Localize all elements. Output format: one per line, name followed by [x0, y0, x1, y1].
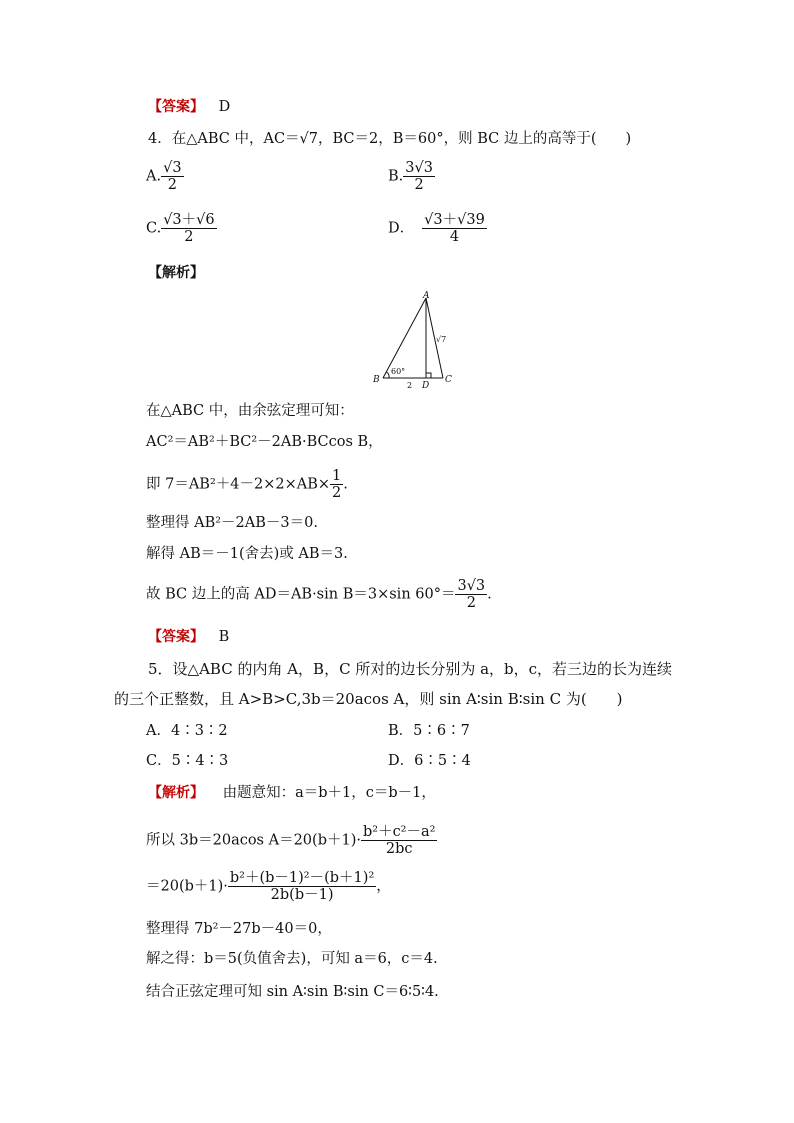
angle-arc [387, 372, 390, 378]
text: . [487, 586, 492, 603]
answer-value: B [218, 629, 230, 645]
fraction [455, 578, 487, 611]
fraction [228, 870, 376, 903]
vertex-d: D [422, 381, 430, 390]
vertex-a: A [423, 291, 430, 301]
denominator: 2 [414, 177, 424, 193]
sol5-line-3: 整理得 7b²－27b－40＝0， [146, 921, 332, 937]
q5-stem-2: 的三个正整数，且 A>B>C,3b＝20acos A，则 sin A∶sin B∶sin C 为( ) [114, 690, 623, 708]
numerator: b²＋(b－1)²－(b＋1)² [229, 870, 375, 886]
q5-option-b: B．5∶6∶7 [388, 723, 470, 739]
denominator: 2bc [385, 841, 413, 857]
text: 所以 3b＝20acos A＝20(b＋1)· [146, 832, 361, 849]
answer-value: D [218, 99, 231, 115]
numerator: 3√3 [405, 160, 433, 176]
answer-tag: 【答案】 [148, 629, 204, 645]
jiexi-line-2 [148, 784, 436, 802]
jiexi-tag: 【解析】 [148, 265, 204, 281]
denominator: 2 [184, 229, 194, 245]
option-label: C. [146, 220, 162, 237]
option-label: D． [388, 220, 415, 237]
sol5-line-4: 解之得：b＝5(负值舍去)，可知 a＝6，c＝4. [146, 951, 438, 967]
numerator: b²＋c²－a² [362, 824, 436, 840]
q5-option-c: C．5∶4∶3 [146, 753, 229, 769]
answer-line-2 [148, 628, 229, 646]
side-ab [383, 298, 426, 378]
right-angle-mark [426, 373, 431, 378]
jiexi-line-1 [148, 264, 204, 282]
q4-option-c [146, 212, 217, 245]
sol4-line-6 [146, 578, 492, 611]
sol4-line-5: 解得 AB＝－1(舍去)或 AB＝3. [146, 546, 348, 562]
vertex-c: C [445, 375, 452, 385]
numerator: √3＋√6 [163, 212, 215, 228]
numerator: √3 [163, 160, 182, 176]
text: . [343, 476, 348, 493]
text: 即 7＝AB²＋4－2×2×AB× [146, 476, 331, 493]
sol4-line-1: 在△ABC 中，由余弦定理可知： [146, 403, 354, 419]
sol5-line-5: 结合正弦定理可知 sin A∶sin B∶sin C＝6∶5∶4. [146, 984, 439, 1000]
numerator: 1 [332, 468, 342, 484]
q5-option-a: A．4∶3∶2 [146, 723, 228, 739]
fraction [361, 824, 438, 857]
jiexi-tag: 【解析】 [148, 785, 204, 801]
fraction [330, 468, 343, 501]
sol4-line-4: 整理得 AB²－2AB－3＝0. [146, 515, 318, 531]
vertex-b: B [373, 375, 380, 385]
numerator: √3＋√39 [424, 212, 485, 228]
option-label: B. [388, 168, 404, 185]
q4-option-b [388, 160, 435, 193]
fraction [161, 212, 216, 245]
q4-stem: 4．在△ABC 中，AC＝√7，BC＝2，B＝60°，则 BC 边上的高等于( ) [148, 131, 632, 147]
text: 故 BC 边上的高 AD＝AB·sin B＝3×sin 60°＝ [146, 586, 456, 603]
denominator: 2b(b－1) [270, 887, 334, 903]
denominator: 2 [167, 177, 177, 193]
base-label: 2 [407, 381, 413, 390]
denominator: 4 [449, 229, 460, 245]
fraction [161, 160, 183, 193]
side-label: √7 [436, 335, 447, 344]
text: ， [376, 878, 391, 895]
q5-option-d: D．6∶5∶4 [388, 753, 471, 769]
numerator: 3√3 [457, 578, 486, 594]
option-label: A. [146, 168, 162, 185]
q5-stem-1: 5．设△ABC 的内角 A，B，C 所对的边长分别为 a，b，c，若三边的长为连续 [148, 660, 673, 678]
answer-tag: 【答案】 [148, 99, 204, 115]
jiexi-text: 由题意知：a＝b＋1，c＝b－1， [222, 785, 436, 801]
triangle-figure [368, 290, 458, 390]
fraction [403, 160, 435, 193]
sol5-line-2 [146, 870, 391, 903]
fraction [422, 212, 487, 245]
sol4-line-3 [146, 468, 348, 501]
q4-option-d [388, 212, 487, 245]
denominator: 2 [332, 485, 342, 501]
angle-label: 60° [391, 367, 406, 376]
text: ＝20(b＋1)· [146, 878, 228, 895]
denominator: 2 [466, 595, 476, 611]
q4-option-a [146, 160, 184, 193]
sol4-line-2: AC²＝AB²＋BC²－2AB·BCcos B， [146, 434, 383, 450]
answer-line-1 [148, 98, 230, 116]
sol5-line-1 [146, 824, 437, 857]
